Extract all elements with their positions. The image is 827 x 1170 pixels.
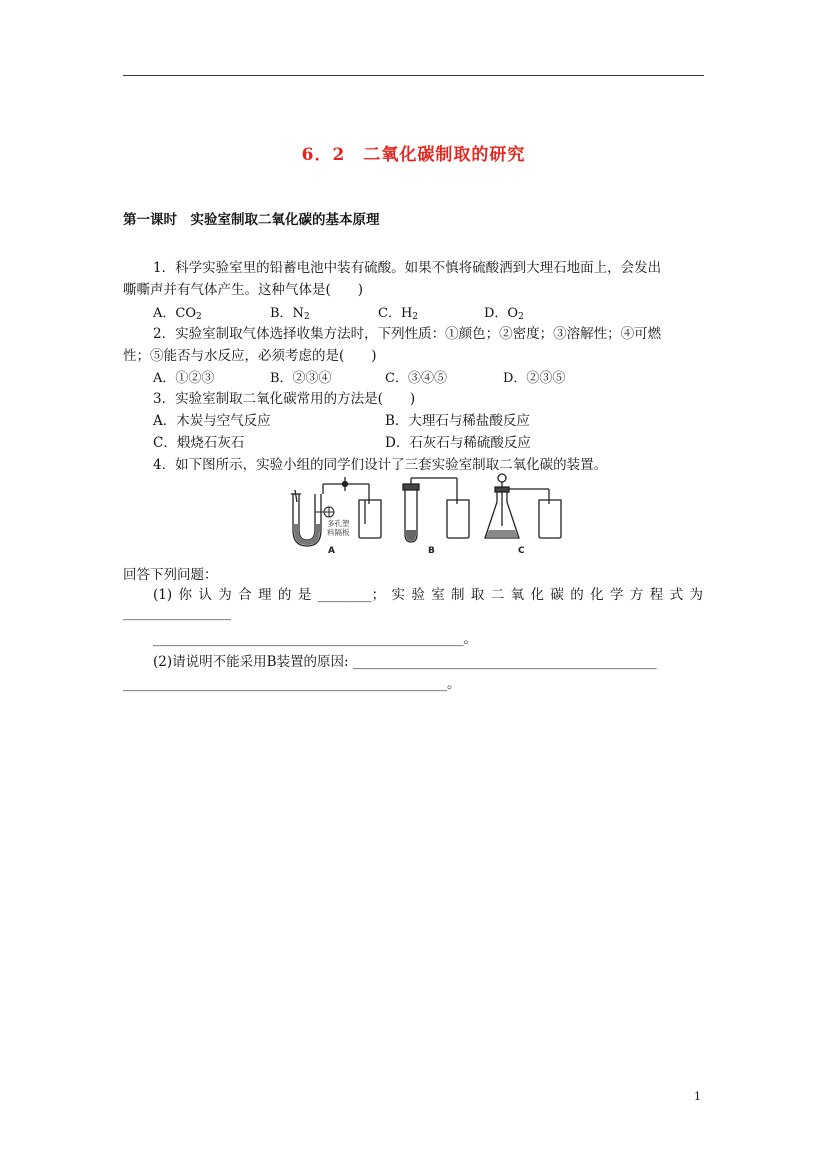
lesson-subtitle: 第一课时 实验室制取二氧化碳的基本原理 (123, 212, 380, 228)
q2-option-c: C．③④⑤ (385, 371, 447, 386)
page-number: 1 (694, 1090, 701, 1103)
q4-part1-blank1[interactable]: ________________ (123, 605, 231, 621)
q1-option-c: C．$H_2$ (378, 306, 419, 322)
page-title: 6．2 二氧化碳制取的研究 (301, 145, 526, 165)
plate-label-line1: 多孔塑 (327, 519, 350, 528)
q3-line1: 3．实验室制取二氧化碳常用的方法是( ) (153, 391, 416, 407)
q4-part1-blank2[interactable]: ______________________________________________。 (153, 631, 477, 647)
q1-option-a: A．$CO_2$ (153, 306, 202, 322)
q2-line1: 2．实验室制取气体选择收集方法时，下列性质：①颜色；②密度；③溶解性；④可燃 (153, 326, 662, 342)
q4-line1: 4．如下图所示，实验小组的同学们设计了三套实验室制取二氧化碳的装置。 (153, 457, 608, 473)
q1-line1: 1．科学实验室里的铅蓄电池中装有硫酸。如果不慎将硫酸洒到大理石地面上，会发出 (153, 260, 662, 276)
q3-option-d: D．石灰石与稀硫酸反应 (385, 435, 531, 451)
q2-option-d: D．②③⑤ (503, 371, 566, 386)
q3-option-a: A．木炭与空气反应 (153, 413, 271, 429)
q2-option-a: A．①②③ (153, 371, 215, 386)
figure-label-a: A (328, 546, 335, 556)
figure-label-b: B (428, 546, 435, 556)
q1-option-b: B．$N_2$ (270, 306, 310, 322)
q1-line2: 嘶嘶声并有气体产生。这种气体是( ) (123, 282, 364, 298)
q4-part2-blank[interactable]: ________________________________________________。 (123, 676, 461, 692)
q4-part1: (1)你认为合理的是________；实验室制取二氧化碳的化学方程式为 (153, 587, 703, 603)
q3-option-c: C．煅烧石灰石 (153, 435, 245, 451)
q4-answer-intro: 回答下列问题： (123, 567, 218, 583)
apparatus-figure (285, 472, 585, 558)
figure-label-c: C (518, 546, 525, 556)
plate-label-line2: 料隔板 (327, 528, 350, 537)
q2-option-b: B．②③④ (270, 371, 332, 386)
q4-part2: (2)请说明不能采用B装置的原因: _____________________________________________ (153, 654, 657, 670)
q3-option-b: B．大理石与稀盐酸反应 (385, 413, 530, 429)
q1-option-d: D．$O_2$ (484, 306, 524, 322)
q2-line2: 性；⑤能否与水反应，必须考虑的是( ) (123, 348, 377, 364)
header-rule (123, 75, 704, 76)
